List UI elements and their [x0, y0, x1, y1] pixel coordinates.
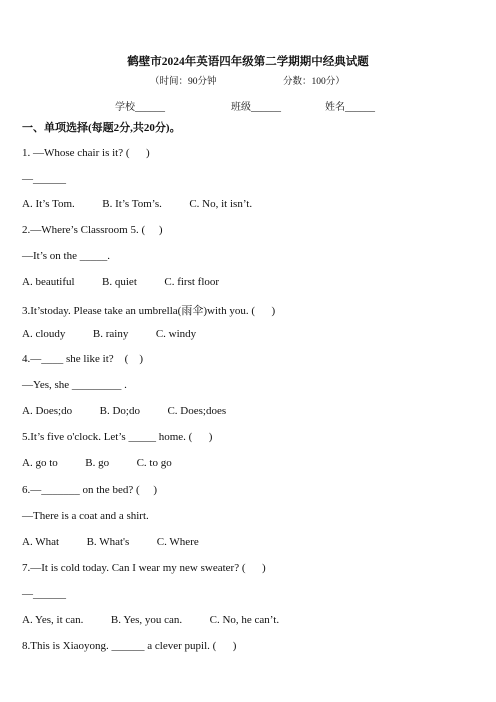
exam-score: 分数：100分）: [283, 77, 345, 87]
name-field: 姓名______: [325, 102, 375, 113]
section-heading: 一、单项选择(每题2分,共20分)。: [22, 122, 181, 134]
question-line: 6.—_______ on the bed? ( ): [22, 484, 158, 496]
exam-time: （时间：90分钟: [150, 77, 217, 87]
question-line: A. What B. What's C. Where: [22, 536, 199, 548]
question-line: 5.It’s five o'clock. Let’s _____ home. ( ): [22, 431, 213, 443]
question-line: A. Yes, it can. B. Yes, you can. C. No, he can’t.: [22, 614, 280, 626]
school-field: 学校______: [115, 102, 165, 113]
question-line: 2.—Where’s Classroom 5. ( ): [22, 224, 163, 236]
question-line: —It’s on the _____.: [22, 250, 110, 262]
question-line: 7.—It is cold today. Can I wear my new sweater? ( ): [22, 562, 266, 574]
question-line: 1. —Whose chair is it? ( ): [22, 147, 150, 159]
question-line: —There is a coat and a shirt.: [22, 510, 149, 522]
question-line: —______: [22, 588, 66, 600]
question-line: A. It’s Tom. B. It’s Tom’s. C. No, it isn’t.: [22, 198, 253, 210]
question-line: A. cloudy B. rainy C. windy: [22, 328, 197, 340]
question-line: 4.—____ she like it? ( ): [22, 353, 143, 365]
question-line: A. go to B. go C. to go: [22, 457, 172, 469]
question-line: A. beautiful B. quiet C. first floor: [22, 276, 220, 288]
question-line: A. Does;do B. Do;do C. Does;does: [22, 405, 227, 417]
question-line: —Yes, she _________ .: [22, 379, 127, 391]
question-line: —______: [22, 173, 66, 185]
exam-title: 鹤壁市2024年英语四年级第二学期期中经典试题: [127, 56, 369, 68]
class-field: 班级______: [231, 102, 281, 113]
question-line: 3.It’stoday. Please take an umbrella(雨伞)with you. ( ): [22, 305, 276, 317]
question-line: 8.This is Xiaoyong. ______ a clever pupil. ( ): [22, 640, 237, 652]
